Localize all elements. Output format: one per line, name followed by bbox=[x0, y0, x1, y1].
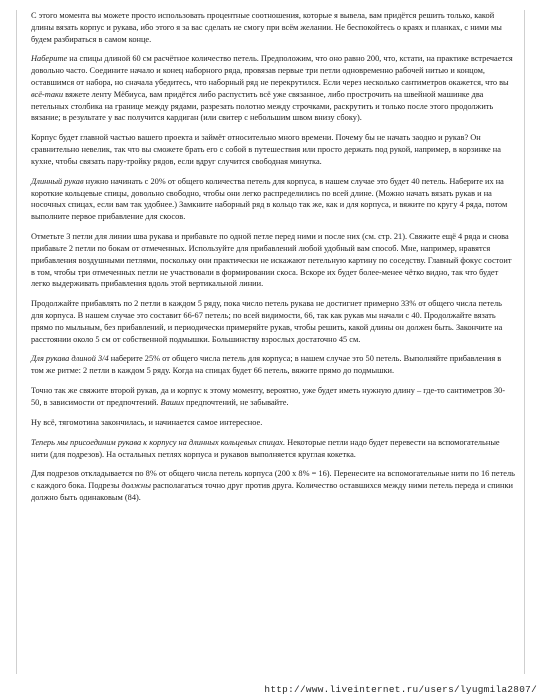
italic-text: Ваших bbox=[160, 397, 184, 407]
document-body bbox=[31, 10, 515, 512]
text-run: наберите 25% от общего числа петель для корпуса; в нашем случае это 50 петель. Выполняйте прибавления в том же ритме: 2 петли в каждом 5 ряду. Когда на спицах будет 66 петель, вяжите прямо до подмышки. bbox=[31, 354, 502, 376]
text-run: С этого момента вы можете просто использовать процентные соотношения, которые я вывела, вам придётся решить только, какой длины вязать корпус и рукава, ибо этого я за вас сделать не смогу при всём желании. Не беспокойтесь о краях и планках, с ними мы будем разбираться в самом конце. bbox=[31, 11, 502, 44]
paragraph bbox=[31, 231, 515, 290]
text-run: Для подрезов откладывается по 8% от общего числа петель корпуса (200 х 8% = 16). Перенесите на вспомогательные нити по 16 петель с каждого бока. Подрезы bbox=[31, 469, 515, 491]
italic-text: Для рукава длиной 3/4 bbox=[31, 354, 109, 364]
text-run: Ну всё, тягомотина закончилась, и начинается самое интересное. bbox=[31, 417, 263, 427]
italic-text: всё-таки bbox=[31, 89, 64, 99]
paragraph bbox=[31, 353, 515, 377]
text-run: располагаться точно друг против друга. Количество оставшихся между ними петель переда и спинки должно быть одинаковым (84). bbox=[31, 481, 513, 503]
page-frame bbox=[16, 10, 525, 674]
paragraph bbox=[31, 417, 515, 429]
paragraph bbox=[31, 10, 515, 45]
text-run: Некоторые петли надо будет перевести на вспомогательные нити (для подрезов). На остальных петлях корпуса и рукавов выполняется круглая кокетка. bbox=[31, 437, 500, 459]
paragraph bbox=[31, 176, 515, 223]
italic-text: Теперь мы присоединим рукава к корпусу на длинных кольцевых спицах. bbox=[31, 437, 286, 447]
text-run: Отметьте 3 петли для линии шва рукава и прибавьте по одной петле перед ними и после них (см. стр. 21). Свяжите ещё 4 ряда и снова прибавьте 2 петли по бокам от отмеченных. Используйте для прибавлений любой удобный вам способ. Мне, например, нравятся прибавления воздушными петлями, поскольку они практически не искажают петельную картину по соседству. Главный фокус состоит в том, чтобы три отмеченных петли не участвовали в формировании скоса. Вскоре их будет более-менее чётко видно, так что будет легко выдерживать прибавления вдоль этой вертикальной линии. bbox=[31, 232, 512, 289]
text-run: Продолжайте прибавлять по 2 петли в каждом 5 ряду, пока число петель рукава не достигнет примерно 33% от общего числа петель для корпуса. В нашем случае это составит 66-67 петель; по всей видимости, 66, так как рукав мы начали с 40. Продолжайте вязать прямо по мыльным, без прибавлений, и периодически примеряйте рукав, чтобы решить, какой длины он должен быть. Закончите на расстоянии около 5 см от собственной подмышки. Большинству взрослых достаточно 45 см. bbox=[31, 299, 503, 344]
paragraph bbox=[31, 53, 515, 124]
text-run: на спицы длиной 60 см расчётное количество петель. Предположим, что оно равно 200, что, кстати, на практике встречается довольно часто. Соедините начало и конец наборного ряда, провязав первые три петли одновременно рабочей нитью и концом, оставшимся от набора, но сначала убедитесь, что наборный ряд не перекрутился. Если через несколько сантиметров окажется, что вы bbox=[31, 54, 513, 88]
paragraph bbox=[31, 468, 515, 503]
text-run: предпочтений, не забывайте. bbox=[183, 397, 289, 407]
paragraph bbox=[31, 437, 515, 461]
italic-text: Наберите bbox=[31, 54, 68, 64]
text-run: вяжете ленту Мёбиуса, вам придётся либо распустить всё уже связанное, либо прострочить на швейной машинке два петельных столбика на границе между рядами, разрезать полотно между строчками, раскрутить и только после этого продолжить вязание; в результате у вас получится кардиган (или свитер с небольшим швом внизу сбоку). bbox=[31, 89, 494, 123]
text-run: нужно начинать с 20% от общего количества петель для корпуса, в нашем случае это будет 40 петель. Наберите их на короткие кольцевые спицы, довольно свободно, чтобы они легко распределились по всей длине. (Можно начать вязать рукав и на носочных спицах, если вам так удобнее.) Замкните наборный ряд в кольцо так же, как и для корпуса, и вяжите по кругу 4 ряда, потом выполните первое прибавление для скосов. bbox=[31, 176, 508, 222]
paragraph bbox=[31, 385, 515, 409]
paragraph bbox=[31, 298, 515, 345]
text-run: Корпус будет главной частью вашего проекта и займёт относительно много времени. Почему бы не начать заодно и рукав? Он сравнительно невелик, так что вы сможете брать его с собой в путешествия или просто держать под рукой, например, в корзинке на кухне, чтобы связать пару-тройку рядов, если вдруг случится свободная минутка. bbox=[31, 133, 501, 166]
paragraph bbox=[31, 132, 515, 167]
text-run: Точно так же свяжите второй рукав, да и корпус к этому моменту, вероятно, уже будет иметь нужную длину – где-то сантиметров 30-50, в зависимости от предпочтений. bbox=[31, 386, 506, 407]
watermark-url: http://www.liveinternet.ru/users/lyugmila2807/ bbox=[264, 684, 537, 695]
italic-text: Длинный рукав bbox=[31, 176, 84, 186]
italic-text: должны bbox=[121, 481, 151, 491]
